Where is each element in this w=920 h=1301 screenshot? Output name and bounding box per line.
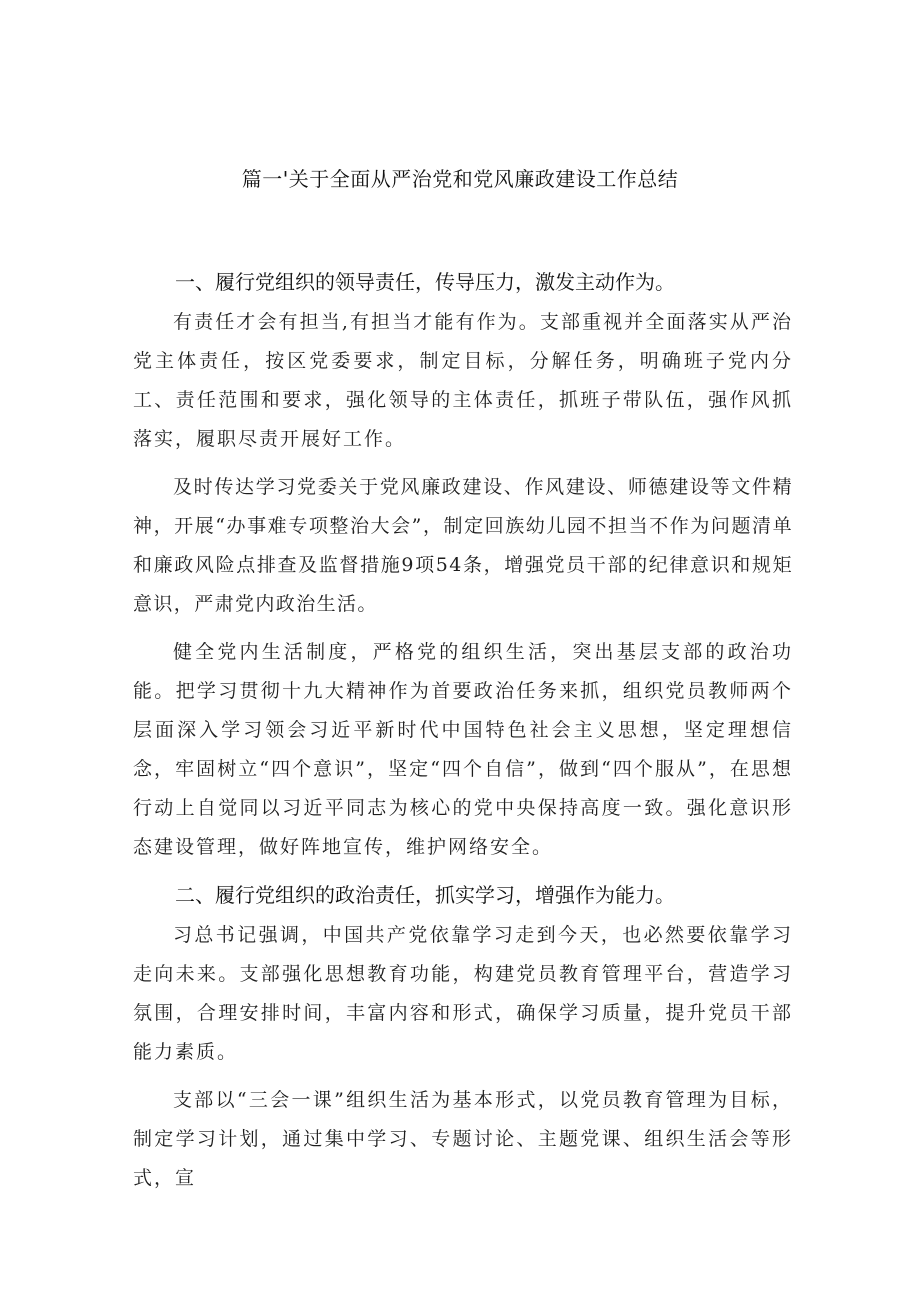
section-heading-2: 二、履行党组织的政治责任，抓实学习，增强作为能力。: [175, 883, 675, 907]
paragraph: 习总书记强调，中国共产党依靠学习走到今天，也必然要依靠学习走向未来。支部强化思想教育功能，构建党员教育管理平台，营造学习氛围，合理安排时间，丰富内容和形式，确保学习质量，提升党员干部能力素质。: [133, 924, 793, 1063]
paragraph: 支部以“三会一课”组织生活为基本形式，以党员教育管理为目标，制定学习计划，通过集中学习、专题讨论、主题党课、组织生活会等形式，宣: [133, 1089, 793, 1189]
document-title: 篇一'关于全面从严治党和党风廉政建设工作总结: [241, 167, 679, 191]
paragraph: 有责任才会有担当,有担当才能有作为。支部重视并全面落实从严治党主体责任，按区党委要求，制定目标，分解任务，明确班子党内分工、责任范围和要求，强化领导的主体责任，抓班子带队伍，强作风抓落实，履职尽责开展好工作。: [133, 311, 793, 450]
document-body: [133, 263, 793, 1207]
section-heading-1: 一、履行党组织的领导责任，传导压力，激发主动作为。: [175, 270, 675, 294]
paragraph: 及时传达学习党委关于党风廉政建设、作风建设、师德建设等文件精神，开展“办事难专项整治大会”，制定回族幼儿园不担当不作为问题清单和廉政风险点排查及监督措施9项54条，增强党员干部的纪律意识和规矩意识，严肃党内政治生活。: [133, 476, 793, 615]
paragraph: 健全党内生活制度，严格党的组织生活，突出基层支部的政治功能。把学习贯彻十九大精神作为首要政治任务来抓，组织党员教师两个层面深入学习领会习近平新时代中国特色社会主义思想，坚定理想信念，牢固树立“四个意识”，坚定“四个自信”，做到“四个服从”，在思想行动上自觉同以习近平同志为核心的党中央保持高度一致。强化意识形态建设管理，做好阵地宣传，维护网络安全。: [133, 641, 793, 858]
